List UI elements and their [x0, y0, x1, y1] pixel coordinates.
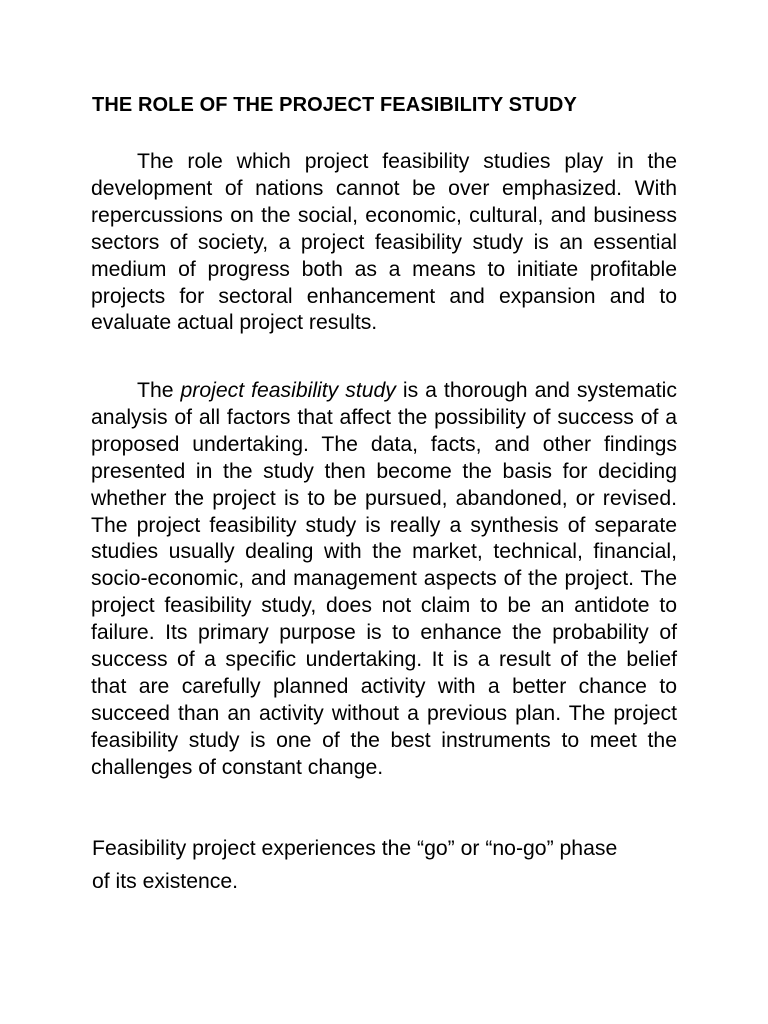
paragraph-definition-lead: The	[137, 379, 181, 402]
paragraph-definition-body: is a thorough and systematic analysis of all factors that affect the possibility of success of a proposed undertaking. The data, facts, and other findings presented in the study then become the basis for deciding whether the project is to be pursued, abandoned, or revised. The project feasibility study is really a synthesis of separate studies usually dealing with the market, technical, financial, socio-economic, and management aspects of the project. The project feasibility study, does not claim to be an antidote to failure. Its primary purpose is to enhance the probability of success of a specific undertaking. It is a result of the belief that are carefully planned activity with a better chance to succeed than an activity without a previous plan. The project feasibility study is one of the best instruments to meet the challenges of constant change.	[91, 379, 677, 779]
paragraph-go-no-go-line-2: of its existence.	[92, 870, 239, 893]
paragraph-go-no-go-line-1: Feasibility project experiences the “go” or “no-go” phase	[92, 837, 618, 860]
paragraph-go-no-go	[92, 832, 692, 898]
document-title: THE ROLE OF THE PROJECT FEASIBILITY STUDY	[92, 94, 577, 116]
emphasized-term: project feasibility study	[180, 379, 396, 402]
paragraph-role-of-studies: The role which project feasibility studies play in the development of nations cannot be over emphasized. With repercussions on the social, economic, cultural, and business sectors of society, a project feasibility study is an essential medium of progress both as a means to initiate profitable projects for sectoral enhancement and expansion and to evaluate actual project results.	[91, 150, 677, 335]
paragraph-definition	[91, 378, 677, 782]
